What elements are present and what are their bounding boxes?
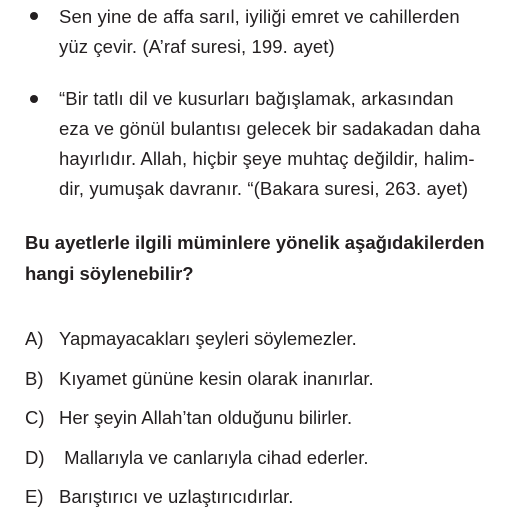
option-d[interactable] [25,446,369,470]
verse-line: eza ve gönül bulantısı gelecek bir sadakadan daha [59,118,481,139]
verse-line: yüz çevir. (A’raf suresi, 199. ayet) [59,36,335,57]
bullet-icon [30,12,38,20]
option-a[interactable] [25,327,357,351]
option-b[interactable] [25,367,374,391]
question-text: hangi söylenebilir? [25,263,194,284]
option-text: Her şeyin Allah’tan olduğunu bilirler. [59,407,353,428]
option-text: Mallarıyla ve canlarıyla cihad ederler. [59,447,369,468]
option-text: Barıştırıcı ve uzlaştırıcıdırlar. [59,486,294,507]
option-letter: A) [25,328,44,349]
option-letter: B) [25,368,44,389]
verse-line: hayırlıdır. Allah, hiçbir şeye muhtaç değildir, halim- [59,148,475,169]
verse-line: “Bir tatlı dil ve kusurları bağışlamak, arkasından [59,88,454,109]
option-text: Kıyamet gününe kesin olarak inanırlar. [59,368,374,389]
option-text: Yapmayacakları şeyleri söylemezler. [59,328,357,349]
option-letter: C) [25,407,45,428]
option-c[interactable] [25,406,352,430]
question-text: Bu ayetlerle ilgili müminlere yönelik aşağıdakilerden [25,232,485,253]
verse-line: Sen yine de affa sarıl, iyiliği emret ve cahillerden [59,6,460,27]
bullet-icon [30,95,38,103]
option-letter: E) [25,486,44,507]
verse-line: dir, yumuşak davranır. “(Bakara suresi, 263. ayet) [59,178,469,199]
option-e[interactable] [25,485,293,509]
option-letter: D) [25,447,45,468]
